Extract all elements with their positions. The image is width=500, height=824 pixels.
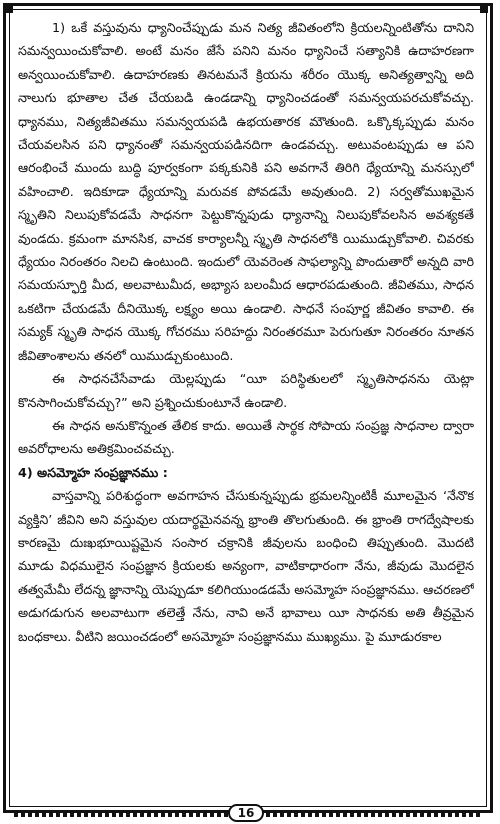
page-footer xyxy=(0,804,500,824)
body-paragraph: వాస్తవాన్ని పరిశుద్ధంగా అవగాహన చేసుకున్నప్పుడు భ్రమలన్నింటికీ మూలమైన ‘నేనొక వ్యక్తిని’ జీవిని అని వస్తువుల యదార్థమైనవన్న భ్రాంతి తొలగుతుంది. ఈ భ్రాంతి రాగద్వేషాలకు కారణమై దుఃఖభూయిష్టమైన సంసార చక్రానికి జీవులను బంధించి తిప్పుతుంది. మొదటి మూడు విధములైన సంప్రజ్ఞాన క్రియలకు అన్యంగా, వాటికాధారంగా నేను, జీవుడు మొదలైన తత్వమేమీ లేదన్న జ్ఞానాన్ని యెప్పుడూ కలిగియుండడమే అసమ్మోహ సంప్రజ్ఞానము. ఆచరణలో అడుగడుగున అలవాటుగా తలెత్తే నేను, నావి అనే భావాలు యీ సాధనకు అతి తీవ్రమైన బంధకాలు. వీటిని జయించడంలో అసమ్మోహ సంప్రజ్ఞానము ముఖ్యము. పై మూడురకాల xyxy=(18,488,474,644)
body-paragraph: ఈ సాధన అనుకొన్నంత తేలిక కాదు. అయితే సార్థక సోపాయ సంప్రజ్ఞ సాధనాల ద్వారా అవరోధాలను అతిక్రమించవచ్చు. xyxy=(18,417,474,457)
body-paragraph: 1) ఒకే వస్తువును ధ్యానించేప్పుడు మన నిత్య జీవితంలోని క్రియలన్నింటితోను దానిని సమన్వయించుకోవాలి. అంటే మనం జేసే పనిని మనం ధ్యానించే సత్యానికి ఉదాహరణగా అన్వయించుకోవాలి. ఉదాహరణకు తినటమనే క్రియను శరీరం యొక్క అనిత్యత్వాన్ని అది నాలుగు భూతాల చేత చేయబడి ఉండడాన్ని ధ్యానించడంతో సమన్వయపరచుకోవచ్చు. ధ్యానము, నిత్యజీవితము సమన్వయపడి ఉభయతారక మౌతుంది. ఒక్కొక్కప్పుడు మనం చేయవలసిన పని ధ్యానంతో సమన్వయపడినదిగా ఉండవచ్చు. అటువంటప్పుడు ఆ పని ఆరంభించే ముందు బుద్ధి పూర్వకంగా పక్కకునికి పని అవగానే తిరిగి ధ్యేయాన్ని మనస్సులో వహించాలి. ఇదికూడా ధ్యేయాన్ని మరువక పోవడమే అవుతుంది. 2) సర్వతోముఖమైన స్మృతిని నిలుపుకోవడమే సాధనగా పెట్టుకొన్నపుడు ధ్యానాన్ని నిలుపుకోవలసిన అవశ్యకతే వుండదు. క్రమంగా మానసిక, వాచక కార్యాలన్నీ స్మృతి సాధనలోకి యిముడ్చుకోవాలి. చివరకు ధ్యేయం నిరంతరం నిలచి ఉంటుంది. ఇందులో యెవరెంత సాఫల్యాన్ని పొందుతారో అన్నది వారి సమయస్ఫూర్తి మీద, అలవాటుమీద, అభ్యాస బలంమీద ఆధారపడుతుంది. జీవితము, సాధన ఒకటిగా చేయడమే దీనియొక్క లక్ష్యం అయి ఉండాలి. సాధనే సంపూర్ణ జీవితం కావాలి. ఈ సమ్యక్ స్మృతి సాధన యొక్క గోచరము సరిహద్దు నిరంతరమూ పెరుగుతూ నిరంతరం నూతన జీవితాంశాలను తనలో యిముడ్చుకుంటుంది. xyxy=(18,20,474,363)
section-heading: 4) అసమ్మోహ సంప్రజ్ఞానము : xyxy=(18,464,168,480)
corner-ornament xyxy=(480,5,488,13)
page-number: 16 xyxy=(228,804,264,822)
corner-ornament xyxy=(5,5,13,13)
body-paragraph: ఈ సాధనచేసేవాడు యెల్లప్పుడు “యీ పరిస్థితులలో స్మృతిసాధనను యెట్లా కొనసాగించుకోవచ్చు?” అని ప్రశ్నించుకుంటూనే ఉండాలి. xyxy=(18,371,474,410)
page-body xyxy=(18,16,474,792)
